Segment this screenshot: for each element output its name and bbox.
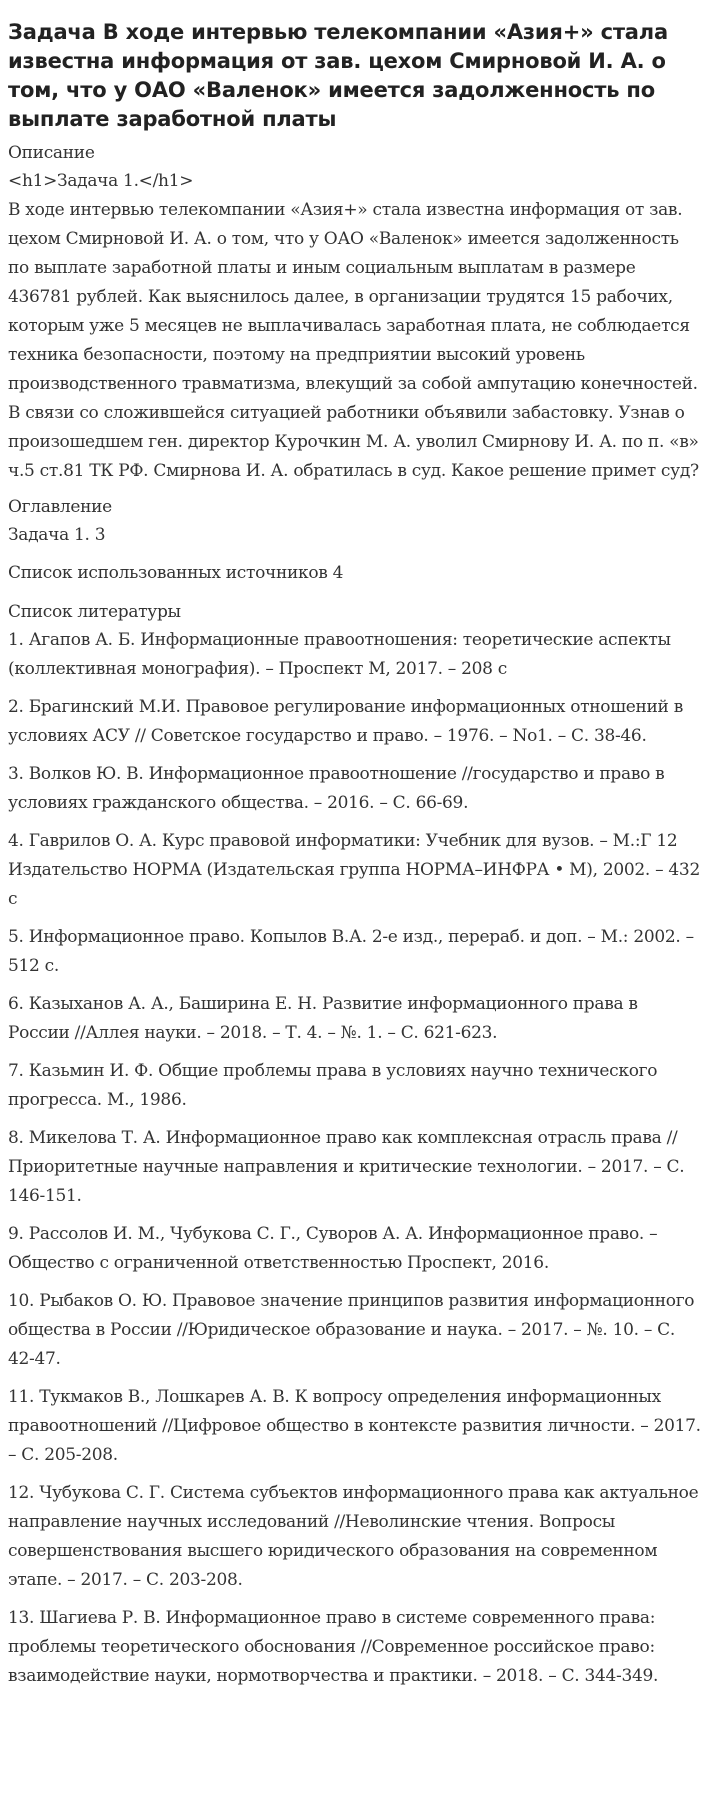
reference-item: 6. Казыханов А. А., Баширина Е. Н. Развитие информационного права в России //Аллея науки. – 2018. – Т. 4. – №. 1. – С. 621-623. (8, 994, 638, 1043)
reference-item: 5. Информационное право. Копылов В.А. 2-е изд., перераб. и доп. – М.: 2002. – 512 с. (8, 927, 694, 976)
reference-item: 8. Микелова Т. А. Информационное право как комплексная отрасль права //Приоритетные научные направления и критические технологии. – 2017. – С. 146-151. (8, 1128, 685, 1206)
reference-item: 10. Рыбаков О. Ю. Правовое значение принципов развития информационного общества в России //Юридическое образование и наука. – 2017. – №. 10. – С. 42-47. (8, 1291, 695, 1369)
reference-item: 1. Агапов А. Б. Информационные правоотношения: теоретические аспекты (коллективная монография). – Проспект М, 2017. – 208 с (8, 630, 671, 679)
reference-item: 9. Рассолов И. М., Чубукова С. Г., Суворов А. А. Информационное право. – Общество с ограниченной ответственностью Проспект, 2016. (8, 1224, 658, 1273)
references-label: Список литературы (8, 602, 181, 622)
reference-item: 11. Тукмаков В., Лошкарев А. В. К вопросу определения информационных правоотношений //Цифровое общество в контексте развития личности. – 2017. – С. 205-208. (8, 1387, 701, 1465)
raw-heading-text: <h1>Задача 1.</h1> (8, 171, 194, 191)
reference-item: 2. Брагинский М.И. Правовое регулирование информационных отношений в условиях АСУ // Советское государство и право. – 1976. – No1. – С. 38-46. (8, 697, 683, 746)
description-body: В ходе интервью телекомпании «Азия+» стала известна информация от зав. цехом Смирновой И. А. о том, что у ОАО «Валенок» имеется задолженность по выплате заработной платы и иным социальным выплатам в размере 436781 рублей. Как выяснилось далее, в организации трудятся 15 рабочих, которым уже 5 месяцев не выплачивалась заработная плата, не соблюдается техника безопасности, поэтому на предприятии высокий уровень производственного травматизма, влекущий за собой ампутацию конечностей. В связи со сложившейся ситуацией работники объявили забастовку. Узнав о произошедшем ген. директор Курочкин М. А. уволил Смирнову И. А. по п. «в» ч.5 ст.81 ТК РФ. Смирнова И. А. обратилась в суд. Какое решение примет суд? (8, 200, 699, 481)
description-label: Описание (8, 143, 95, 163)
reference-item: 12. Чубукова С. Г. Система субъектов информационного права как актуальное направление научных исследований //Неволинские чтения. Вопросы совершенствования высшего юридического образования на современном этапе. – 2017. – С. 203-208. (8, 1483, 699, 1590)
reference-item: 4. Гаврилов О. А. Курс правовой информатики: Учебник для вузов. – М.:Г 12 Издательство НОРМА (Издательская группа НОРМА–ИНФРА • М), 2002. – 432 с (8, 831, 700, 909)
toc-item-sources: Список использованных источников 4 (8, 563, 344, 583)
toc-item-task: Задача 1. 3 (8, 525, 106, 545)
references-list (8, 626, 701, 1691)
toc-label: Оглавление (8, 497, 112, 517)
page-title: Задача В ходе интервью телекомпании «Азия+» стала известна информация от зав. цехом Смирновой И. А. о том, что у ОАО «Валенок» имеется задолженность по выплате заработной платы (8, 20, 668, 131)
reference-item: 7. Казьмин И. Ф. Общие проблемы права в условиях научно технического прогресса. М., 1986. (8, 1061, 658, 1110)
reference-item: 3. Волков Ю. В. Информационное правоотношение //государство и право в условиях гражданского общества. – 2016. – С. 66-69. (8, 764, 665, 813)
reference-item: 13. Шагиева Р. В. Информационное право в системе современного права: проблемы теоретического обоснования //Современное российское право: взаимодействие науки, нормотворчества и практики. – 2018. – С. 344-349. (8, 1608, 659, 1686)
